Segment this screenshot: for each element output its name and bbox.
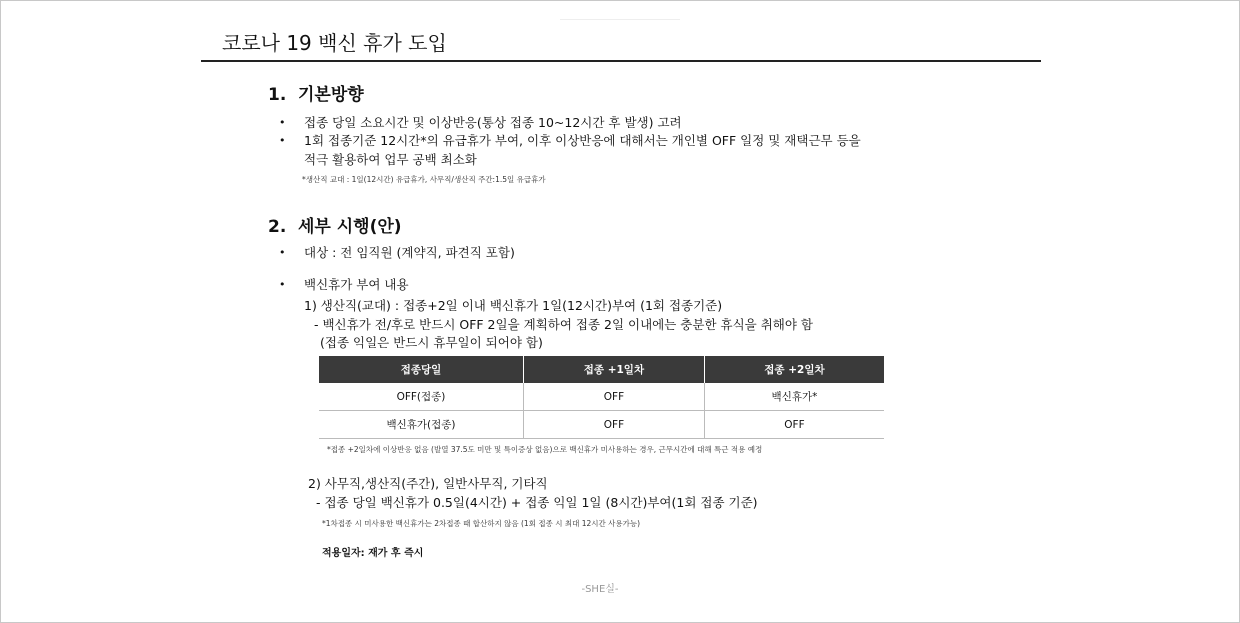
vaccine-leave-table [319,356,884,439]
bullet-icon: • [279,278,286,291]
table-cell: OFF [523,411,704,439]
table-cell: 백신휴가(접종) [319,411,523,439]
section2-number: 2. [268,217,287,237]
section2-title: 세부 시행(안) [298,217,402,237]
section1-footnote: *생산직 교대 : 1일(12시간) 유급휴가, 사무직/생산직 주간:1.5일 유급휴가 [302,175,546,184]
section1-number: 1. [268,85,287,105]
section1-bullet-2: 1회 접종기준 12시간*의 유급휴가 부여, 이후 이상반응에 대해서는 개인별 OFF 일정 및 재택근무 등을 [304,133,861,148]
section1-heading [268,80,364,105]
table-header-day2: 접종 +2일차 [704,356,884,383]
section1-title: 기본방향 [298,85,364,105]
section2-content-title: 백신휴가 부여 내용 [304,277,409,292]
table-header-day1: 접종 +1일차 [523,356,704,383]
item1-title: 1) 생산직(교대) : 접종+2일 이내 백신휴가 1일(12시간)부여 (1회 접종기준) [304,298,723,313]
table-cell: OFF [523,383,704,411]
top-divider [560,19,680,20]
section2-target: 대상 : 전 임직원 (계약직, 파견직 포함) [304,245,515,260]
table-header-day0: 접종당일 [319,356,523,383]
section2-heading [268,212,402,237]
item2-note: *1차접종 시 미사용한 백신휴가는 2차접종 때 합산하지 않음 (1회 접종 시 최대 12시간 사용가능) [322,519,641,528]
table-note: *접종 +2일차에 이상반응 없음 (발열 37.5도 미만 및 특이증상 없음)으로 백신휴가 미사용하는 경우, 근무시간에 대해 특근 적용 예정 [327,445,763,454]
table-cell: OFF [704,411,884,439]
table-row [319,383,884,411]
item1-line2: (접종 익일은 반드시 휴무일이 되어야 함) [320,335,543,350]
effective-date: 적용일자: 재가 후 즉시 [322,548,424,559]
table-cell: 백신휴가* [704,383,884,411]
page-title: 코로나 19 백신 휴가 도입 [222,31,447,55]
table-header-row [319,356,884,383]
section1-bullet-1: 접종 당일 소요시간 및 이상반응(통상 접종 10~12시간 후 발생) 고려 [304,115,682,130]
bullet-icon: • [279,134,286,147]
item2-title: 2) 사무직,생산직(주간), 일반사무직, 기타직 [308,476,548,491]
bullet-icon: • [279,246,286,259]
table-row [319,411,884,439]
table-cell: OFF(접종) [319,383,523,411]
bullet-icon: • [279,116,286,129]
item2-line1: - 접종 당일 백신휴가 0.5일(4시간) + 접종 익일 1일 (8시간)부여(1회 접종 기준) [316,495,758,510]
title-rule [201,60,1041,62]
section1-bullet-2-cont: 적극 활용하여 업무 공백 최소화 [304,152,477,167]
item1-line1: - 백신휴가 전/후로 반드시 OFF 2일을 계획하여 접종 2일 이내에는 충분한 휴식을 취해야 함 [314,317,813,332]
page-footer: -SHE실- [581,584,619,595]
